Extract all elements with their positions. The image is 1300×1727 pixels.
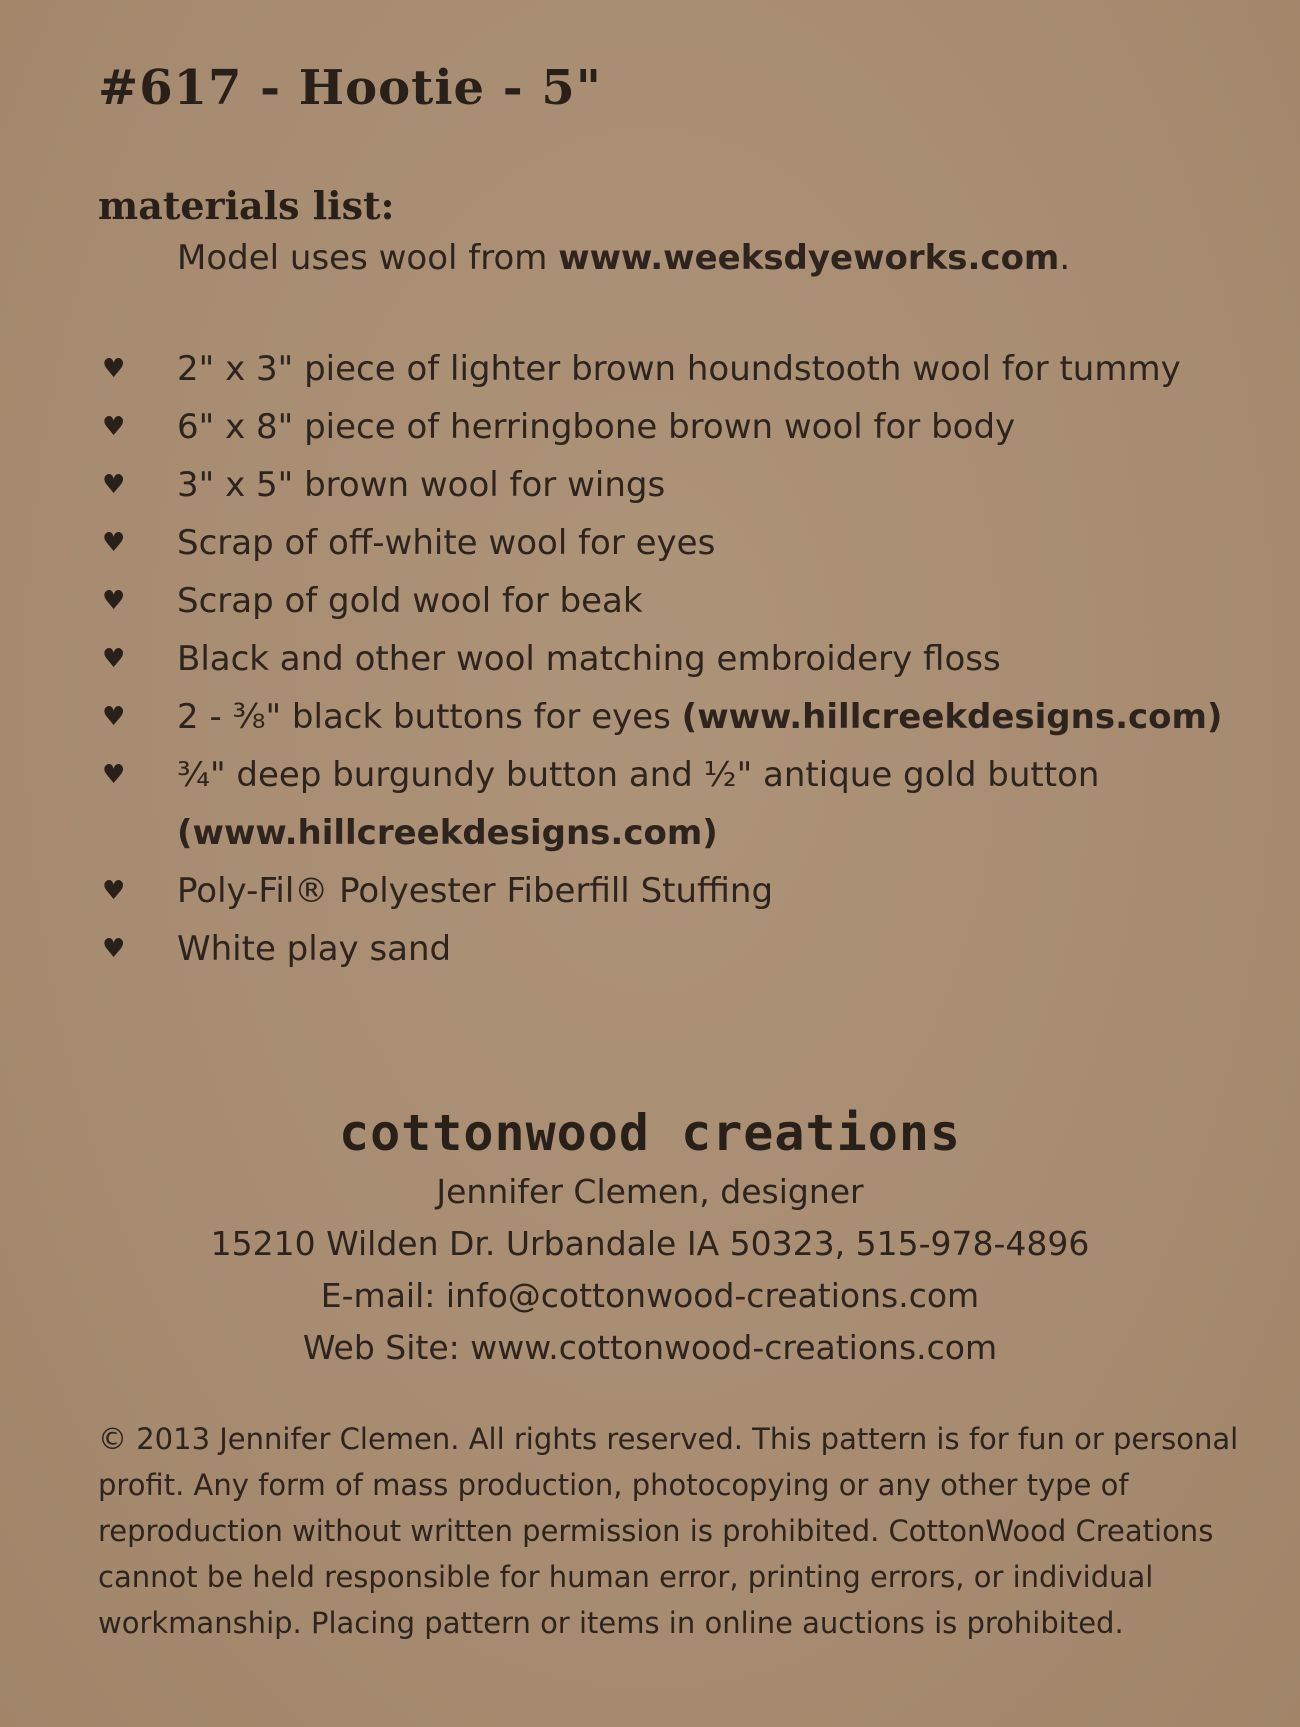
pattern-title: #617 - Hootie - 5"	[98, 60, 602, 116]
heart-icon: ♥	[102, 934, 126, 964]
designer-line: Jennifer Clemen, designer	[436, 1172, 864, 1211]
model-note-prefix: Model uses wool from	[177, 238, 559, 278]
materials-item-text: White play sand	[177, 929, 452, 969]
hillcreekdesigns-link[interactable]: (www.hillcreekdesigns.com)	[177, 813, 718, 853]
copyright-notice: © 2013 Jennifer Clemen. All rights reserved. This pattern is for fun or personal profit. Any form of mass production, photocopying or any other type of reproduction without written permission is prohibited. CottonWood Creations cannot be held responsible for human error, printing errors, or individual workmanship. Placing pattern or items in online auctions is prohibited.	[98, 1422, 1239, 1640]
heart-icon: ♥	[102, 470, 126, 500]
heart-icon: ♥	[102, 354, 126, 384]
hillcreekdesigns-link[interactable]: (www.hillcreekdesigns.com)	[681, 697, 1223, 737]
materials-item	[0, 862, 1300, 920]
heart-icon: ♥	[102, 644, 126, 674]
materials-item-text: 3" x 5" brown wool for wings	[177, 465, 666, 505]
heart-icon: ♥	[102, 586, 126, 616]
materials-item-text: 2" x 3" piece of lighter brown houndstooth wool for tummy	[177, 349, 1181, 389]
materials-item	[0, 398, 1300, 456]
materials-item-text: 2 - ⅜" black buttons for eyes	[177, 697, 682, 737]
heart-icon: ♥	[102, 528, 126, 558]
materials-item-text: Scrap of gold wool for beak	[177, 581, 643, 621]
model-note	[177, 238, 1070, 278]
heart-icon: ♥	[102, 876, 126, 906]
email-line[interactable]: E-mail: info@cottonwood-creations.com	[320, 1276, 980, 1315]
materials-item	[0, 746, 1300, 862]
materials-item-text: Scrap of off-white wool for eyes	[177, 523, 716, 563]
materials-item	[0, 340, 1300, 398]
heart-icon: ♥	[102, 702, 126, 732]
materials-item	[0, 514, 1300, 572]
heart-icon: ♥	[102, 760, 126, 790]
materials-heading: materials list:	[98, 183, 395, 228]
materials-item	[0, 920, 1300, 978]
heart-icon: ♥	[102, 412, 126, 442]
materials-item	[0, 572, 1300, 630]
brand-name: cottonwood creations	[338, 1104, 962, 1162]
website-line[interactable]: Web Site: www.cottonwood-creations.com	[302, 1328, 998, 1367]
materials-item-text: Black and other wool matching embroidery floss	[177, 639, 1001, 679]
model-note-suffix: .	[1059, 238, 1071, 278]
materials-item	[0, 630, 1300, 688]
materials-item-text: Poly-Fil® Polyester Fiberfill Stuffing	[177, 871, 774, 911]
materials-list	[0, 340, 1300, 978]
materials-item	[0, 688, 1300, 746]
materials-item	[0, 456, 1300, 514]
materials-item-text: ¾" deep burgundy button and ½" antique gold button	[177, 755, 1100, 795]
weeksdyeworks-link[interactable]: www.weeksdyeworks.com	[558, 238, 1060, 278]
materials-item-text: 6" x 8" piece of herringbone brown wool for body	[177, 407, 1016, 447]
address-line: 15210 Wilden Dr. Urbandale IA 50323, 515-978-4896	[210, 1224, 1090, 1263]
